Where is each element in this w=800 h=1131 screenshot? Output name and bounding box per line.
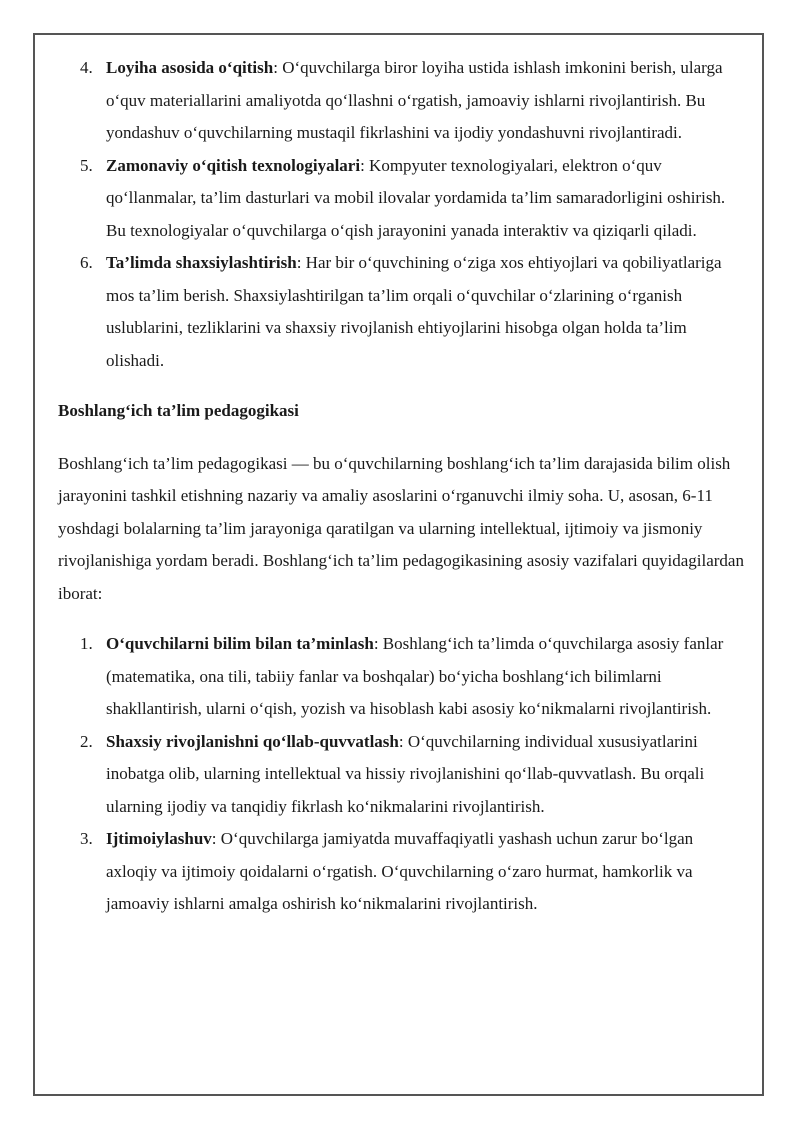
list-item-term: Loyiha asosida o‘qitish bbox=[106, 58, 274, 77]
section-heading: Boshlang‘ich ta’lim pedagogikasi bbox=[58, 401, 299, 420]
list-item bbox=[58, 726, 748, 824]
list-item-text: : Boshlang‘ich ta’limda o‘quvchilarga asosiy fanlar (matematika, ona tili, tabiiy fanlar va boshqalar) bo‘yicha boshlang‘ich bilimlarni shakllantirish, ularni o‘qish, yozish va hisoblash kabi asosiy ko‘nikmalarni rivojlantirish. bbox=[106, 634, 724, 718]
list-item bbox=[58, 823, 748, 921]
list-item-term: Shaxsiy rivojlanishni qo‘llab-quvvatlash bbox=[106, 731, 399, 751]
list-item-text: : O‘quvchilarga jamiyatda muvaffaqiyatli yashash uchun zarur bo‘lgan axloqiy va ijtimoiy qoidalarni o‘rgatish. O‘quvchilarning o‘zaro hurmat, hamkorlik va jamoaviy ishlarni amalga oshirish ko‘nikmalarini rivojlantirish. bbox=[106, 829, 694, 913]
list-number: 1. bbox=[80, 634, 93, 653]
section-paragraph: Boshlang‘ich ta’lim pedagogikasi — bu o‘quvchilarning boshlang‘ich ta’lim darajasida bilim olish jarayonini tashkil etishning nazariy va amaliy asoslarini o‘rganuvchi ilmiy soha. U, asosan, 6-11 yoshdagi bolalarning ta’lim jarayoniga qaratilgan va ularning intellektual, ijtimoiy va jismoniy rivojlanishiga yordam beradi. Boshlang‘ich ta’lim pedagogikasining asosiy vazifalari quyidagilardan iborat: bbox=[58, 453, 744, 603]
list-item bbox=[58, 150, 748, 248]
list-item-term: Ta’limda shaxsiylashtirish bbox=[106, 253, 297, 272]
list-item-text: : Kompyuter texnologiyalari, elektron o‘quv qo‘llanmalar, ta’lim dasturlari va mobil ilovalar yordamida ta’lim samaradorligini oshirish. Bu texnologiyalar o‘quvchilarga o‘qish jarayonini yanada interaktiv va qiziqarli qiladi. bbox=[106, 155, 726, 240]
list-item-term: Ijtimoiylashuv bbox=[106, 829, 212, 848]
list-number: 2. bbox=[80, 731, 93, 751]
list-item-term: Zamonaviy o‘qitish texnologiyalari bbox=[106, 155, 361, 175]
list-item bbox=[58, 247, 748, 377]
list-number: 4. bbox=[80, 58, 93, 77]
list-item-text: : Har bir o‘quvchining o‘ziga xos ehtiyojlari va qobiliyatlariga mos ta’lim berish. Shaxsiylashtirilgan ta’lim orqali o‘quvchilar o‘zlarining o‘rganish uslublarini, tezliklarini va shaxsiy rivojlanish ehtiyojlarini hisobga olgan holda ta’lim olishadi. bbox=[106, 253, 722, 370]
numbered-list-top bbox=[58, 52, 748, 377]
list-item bbox=[58, 52, 748, 150]
list-item-text: : O‘quvchilarga biror loyiha ustida ishlash imkonini berish, ularga o‘quv materiallarini amaliyotda qo‘llashni o‘rgatish, jamoaviy ishlarni rivojlantirish. Bu yondashuv o‘quvchilarning mustaqil fikrlashini va ijodiy yondashuvni rivojlantiradi. bbox=[106, 58, 723, 142]
list-number: 6. bbox=[80, 253, 93, 272]
numbered-list-bottom bbox=[58, 628, 748, 921]
list-number: 5. bbox=[80, 155, 93, 175]
list-number: 3. bbox=[80, 829, 93, 848]
document-body bbox=[58, 52, 748, 921]
list-item bbox=[58, 628, 748, 726]
list-item-term: O‘quvchilarni bilim bilan ta’minlash bbox=[106, 634, 374, 653]
list-item-text: : O‘quvchilarning individual xususiyatlarini inobatga olib, ularning intellektual va hissiy rivojlanishini qo‘llab-quvvatlash. Bu orqali ularning ijodiy va tanqidiy fikrlash ko‘nikmalarini rivojlantirish. bbox=[106, 731, 705, 816]
